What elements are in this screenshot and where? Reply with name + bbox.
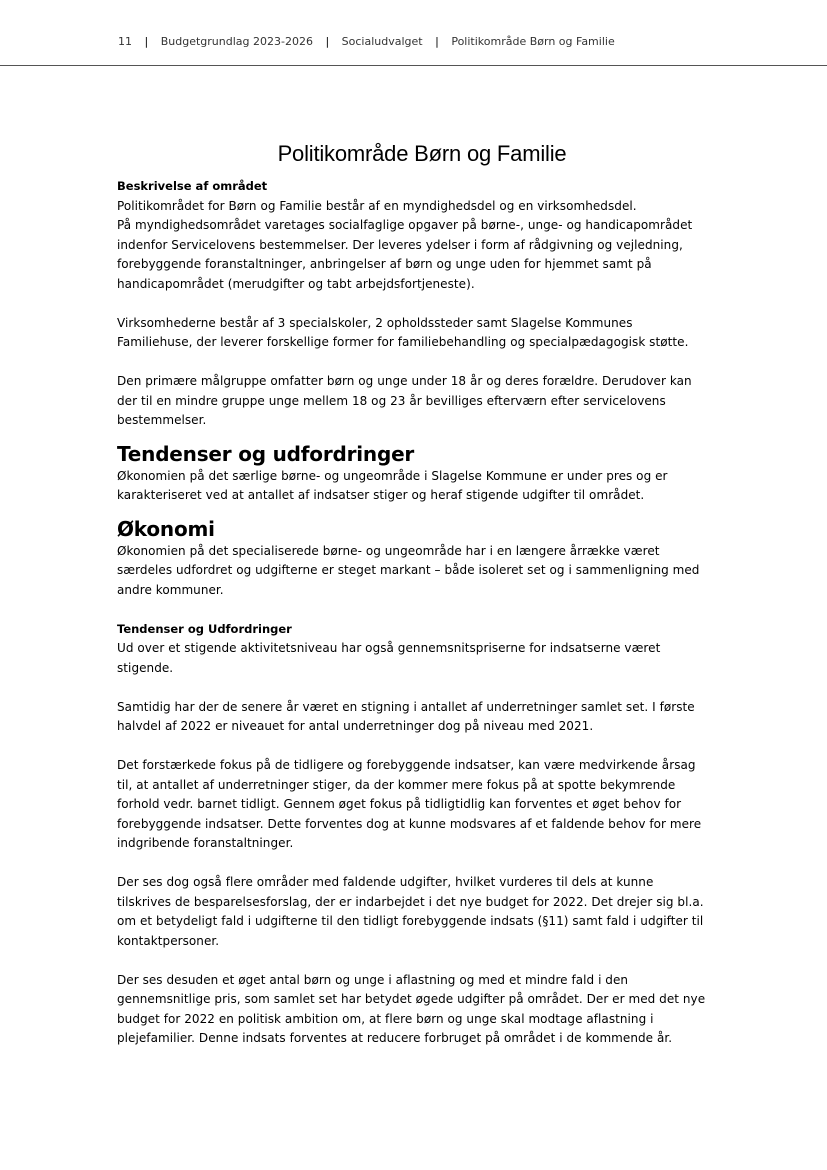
paragraph: Det forstærkede fokus på de tidligere og forebyggende indsatser, kan være medvirkende årsag til, at antallet af underretninger stiger, da der kommer mere fokus på at spotte bekymrende forhold vedr. barnet tidligt. Gennem øget fokus på tidligtidlig kan forventes et øget behov for forebyggende indsatser. Dette forventes dog at kunne modsvares af et faldende behov for mere indgribende foranstaltninger. [117,758,702,850]
paragraph: Økonomien på det specialiserede børne- og ungeområde har i en længere årrække været særdeles udfordret og udgifterne er steget markant – både isoleret set og i sammenligning med andre kommuner. [117,543,700,597]
header-separator: | [435,35,439,48]
paragraph: Der ses desuden et øget antal børn og unge i aflastning og med et mindre fald i den gennemsnitlige pris, som samlet set har betydet øgede udgifter på området. Der er med det nye budget for 2022 en politisk ambition om, at flere børn og unge skal modtage aflastning i plejefamilier. Denne indsats forventes at reducere forbruget på området i de kommende år. [117,972,706,1045]
page-title: Politikområde Børn og Familie [277,141,567,166]
section-heading-tendenser: Tendenser og udfordringer [117,441,415,466]
section-subheading-tendenser-udfordringer: Tendenser og Udfordringer [117,621,292,636]
running-header [118,35,807,48]
paragraph: Den primære målgruppe omfatter børn og unge under 18 år og deres forældre. Derudover kan der til en mindre gruppe unge mellem 18 og 23 år bevilliges efterværn efter servicelovens bestemmelser. [117,374,692,427]
header-divider [0,65,827,66]
page-number: 11 [118,35,132,48]
header-committee: Socialudvalget [341,35,423,48]
header-separator: | [325,35,330,48]
paragraph: Virksomhederne består af 3 specialskoler, 2 opholdssteder samt Slagelse Kommunes Familiehuse, der leverer forskellige former for familiebehandling og specialpædagogisk støtte. [117,315,689,349]
paragraph: Ud over et stigende aktivitetsniveau har også gennemsnitspriserne for indsatserne været stigende. [117,641,661,675]
header-doc-title: Budgetgrundlag 2023-2026 [160,35,313,48]
header-separator: | [144,35,149,48]
header-area: Politikområde Børn og Familie [451,35,615,48]
paragraph: Samtidig har der de senere år været en stigning i antallet af underretninger samlet set. I første halvdel af 2022 er niveauet for antal underretninger dog på niveau med 2021. [117,699,695,733]
paragraph: Der ses dog også flere områder med faldende udgifter, hvilket vurderes til dels at kunne tilskrives de besparelsesforslag, der er indarbejdet i det nye budget for 2022. Det drejer sig bl.a. om et betydeligt fald i udgifterne til den tidligt forebyggende indsats (§11) samt fald i udgifter til kontaktpersoner. [117,875,704,948]
page-content [117,140,707,1049]
paragraph: På myndighedsområdet varetages socialfaglige opgaver på børne-, unge- og handicapområdet indenfor Servicelovens bestemmelser. Der leveres ydelser i form af rådgivning og vejledning, forebyggende foranstaltninger, anbringelser af børn og unge uden for hjemmet samt på handicapområdet (merudgifter og tabt arbejdsfortjeneste). [117,218,693,291]
paragraph: Økonomien på det særlige børne- og ungeområde i Slagelse Kommune er under pres og er karakteriseret ved at antallet af indsatser stiger og heraf stigende udgifter til området. [117,468,668,502]
section-heading-oekonomi: Økonomi [117,516,215,541]
section-subheading-beskrivelse: Beskrivelse af området [117,179,268,193]
paragraph: Politikområdet for Børn og Familie består af en myndighedsdel og en virksomhedsdel. [117,198,637,213]
